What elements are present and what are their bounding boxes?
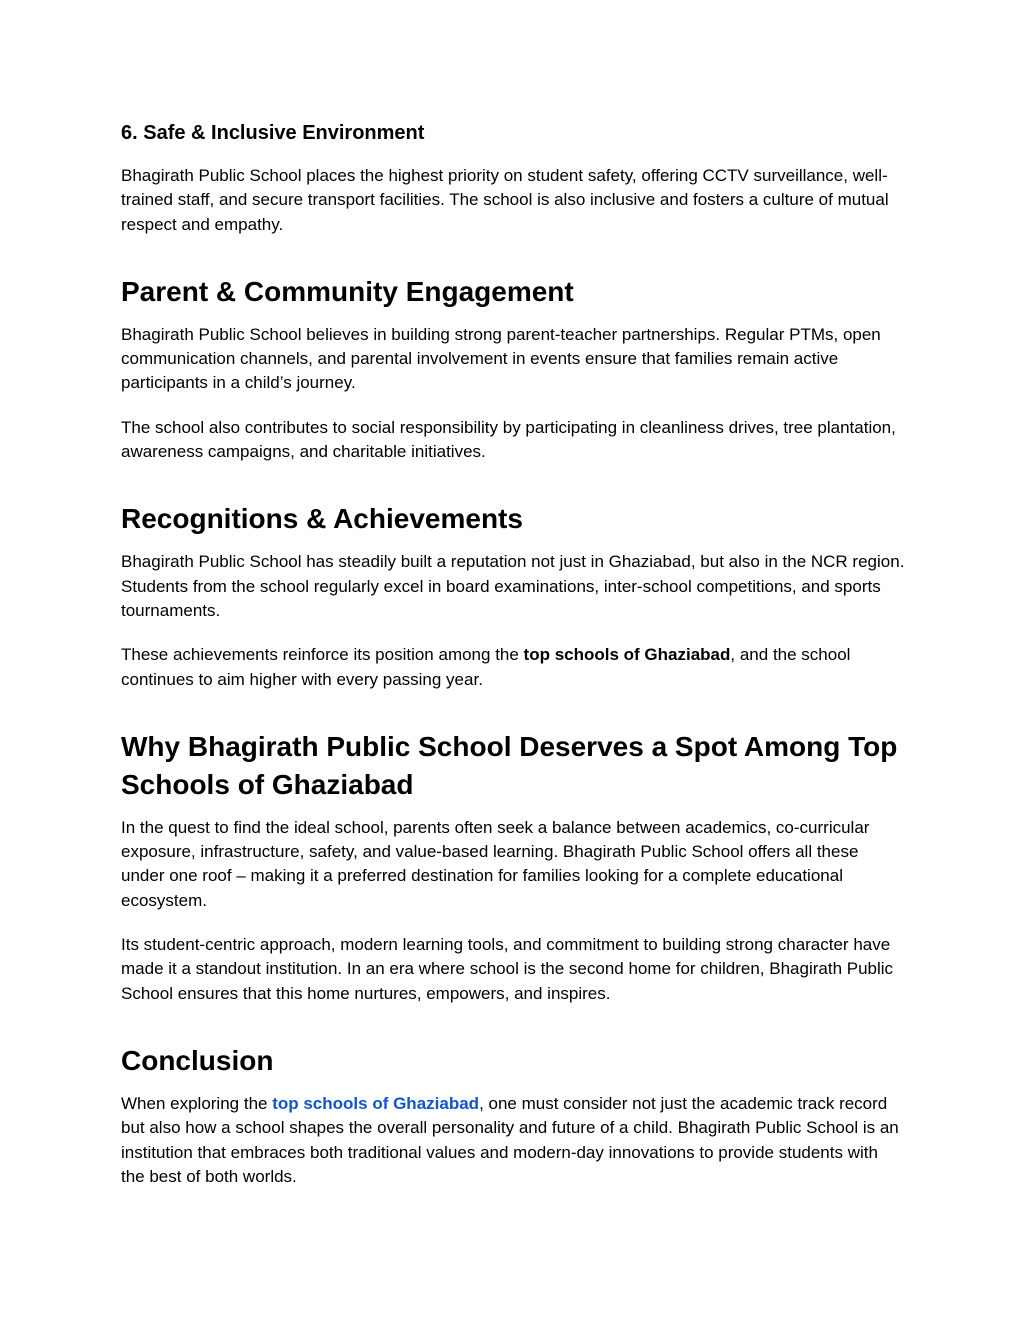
achievements-text-end: , and the school continues to aim higher with every passing year.	[121, 645, 851, 689]
paragraph-student-centric: Its student-centric approach, modern learning tools, and commitment to building strong character have made it a standout institution. In an era where school is the second home for children, Bhagirath Public School ensures that this home nurtures, empowers, and inspires.	[121, 935, 894, 1003]
paragraph-social-responsibility: The school also contributes to social responsibility by participating in cleanliness drives, tree plantation, awareness campaigns, and charitable initiatives.	[121, 417, 896, 462]
paragraph-safe-environment: Bhagirath Public School places the highest priority on student safety, offering CCTV surveillance, well-trained staff, and secure transport facilities. The school is also inclusive and fosters a culture of mutual respect and empathy.	[121, 166, 889, 234]
section-heading-safe-environment: 6. Safe & Inclusive Environment	[121, 122, 425, 144]
achievements-text-start: These achievements reinforce its position among the	[121, 645, 524, 665]
document-page	[121, 118, 906, 1189]
paragraph-parent-partnerships: Bhagirath Public School believes in building strong parent-teacher partnerships. Regular PTMs, open communication channels, and parental involvement in events ensure that families remain active participants in a child’s journey.	[121, 324, 881, 393]
conclusion-text-end: , one must consider not just the academic track record but also how a school shapes the overall personality and future of a child. Bhagirath Public School is an institution that embraces both traditional values and modern-day innovations to provide students with the best of both worlds.	[121, 1093, 899, 1186]
paragraph-achievements	[121, 643, 906, 692]
paragraph-ideal-school: In the quest to find the ideal school, parents often seek a balance between academics, co-curricular exposure, infrastructure, safety, and value-based learning. Bhagirath Public School offers all these under one roof – making it a preferred destination for families looking for a complete educational ecosystem.	[121, 817, 870, 910]
paragraph-conclusion	[121, 1092, 906, 1189]
paragraph-reputation: Bhagirath Public School has steadily built a reputation not just in Ghaziabad, but also in the NCR region. Students from the school regularly excel in board examinations, inter-school competitions, and sports tournaments.	[121, 552, 905, 620]
section-heading-recognitions: Recognitions & Achievements	[121, 503, 523, 535]
section-heading-why-bhagirath: Why Bhagirath Public School Deserves a Spot Among Top Schools of Ghaziabad	[121, 730, 898, 800]
section-heading-parent-engagement: Parent & Community Engagement	[121, 275, 574, 307]
top-schools-link[interactable]: top schools of Ghaziabad	[272, 1093, 480, 1113]
achievements-bold-phrase: top schools of Ghaziabad	[523, 645, 731, 665]
conclusion-text-start: When exploring the	[121, 1093, 273, 1113]
section-heading-conclusion: Conclusion	[121, 1044, 274, 1076]
